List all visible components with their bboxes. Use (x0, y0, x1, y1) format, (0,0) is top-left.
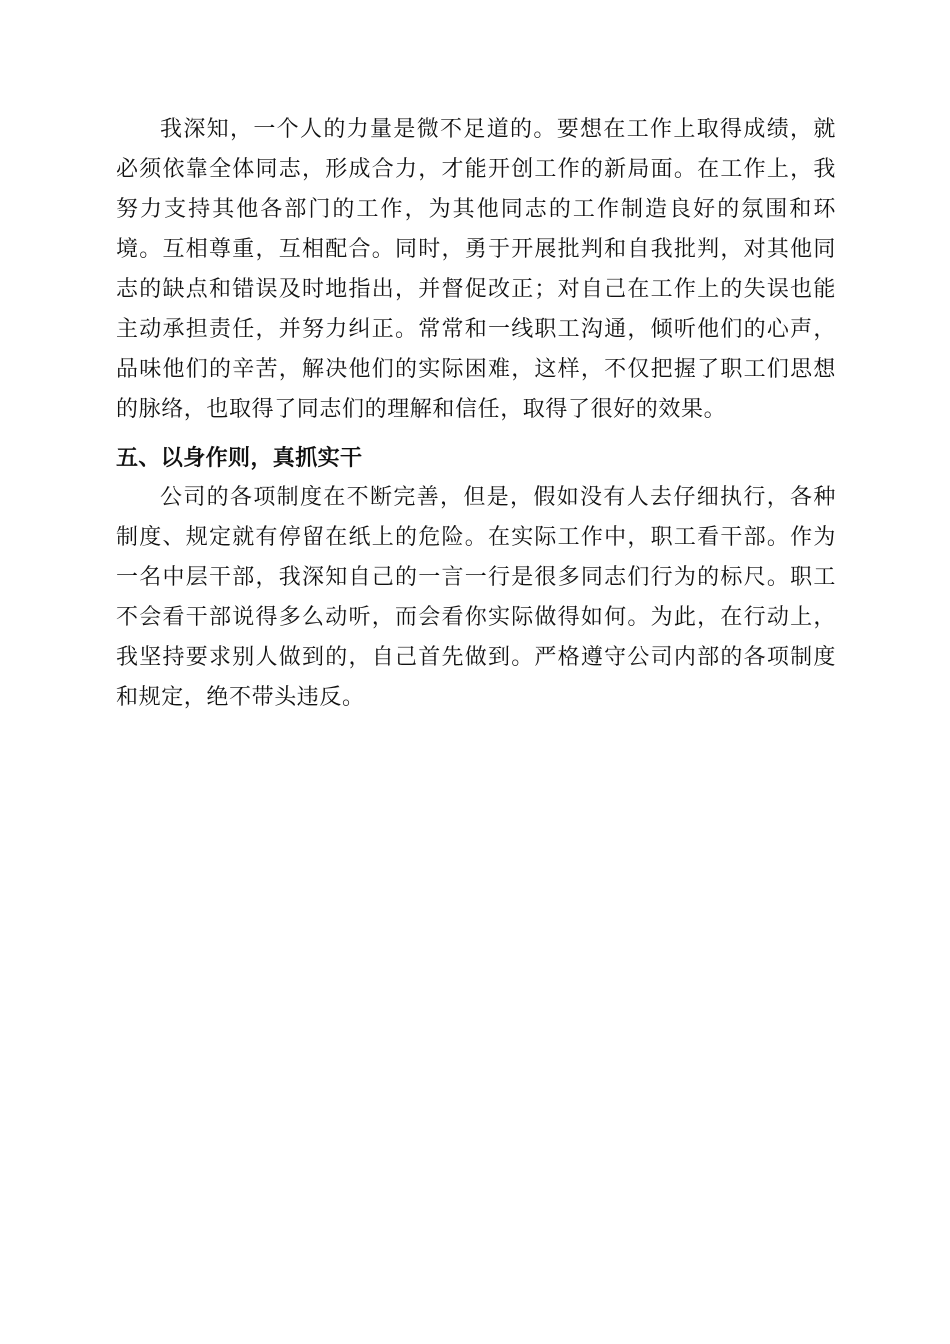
document-body (116, 110, 836, 718)
section-heading-lead-by-example: 五、以身作则，真抓实干 (116, 445, 363, 471)
body-paragraph-teamwork: 我深知，一个人的力量是微不足道的。要想在工作上取得成绩，就必须依靠全体同志，形成合力，才能开创工作的新局面。在工作上，我努力支持其他各部门的工作，为其他同志的工作制造良好的氛围和环境。互相尊重，互相配合。同时，勇于开展批判和自我批判，对其他同志的缺点和错误及时地指出，并督促改正；对自己在工作上的失误也能主动承担责任，并努力纠正。常常和一线职工沟通，倾听他们的心声，品味他们的辛苦，解决他们的实际困难，这样，不仅把握了职工们思想的脉络，也取得了同志们的理解和信任，取得了很好的效果。 (116, 117, 836, 422)
body-paragraph-lead-by-example: 公司的各项制度在不断完善，但是，假如没有人去仔细执行，各种制度、规定就有停留在纸上的危险。在实际工作中，职工看干部。作为一名中层干部，我深知自己的一言一行是很多同志们行为的标尺。职工不会看干部说得多么动听，而会看你实际做得如何。为此，在行动上，我坚持要求别人做到的，自己首先做到。严格遵守公司内部的各项制度和规定，绝不带头违反。 (116, 485, 836, 710)
